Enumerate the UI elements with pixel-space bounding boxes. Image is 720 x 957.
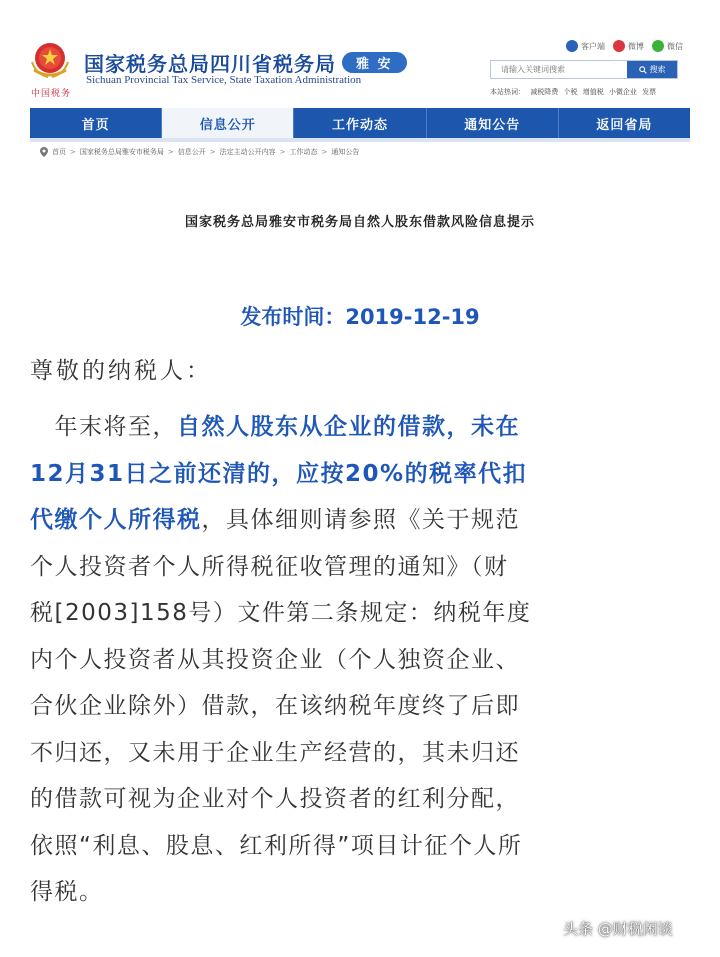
social-link-client[interactable] — [566, 40, 605, 52]
body-line — [30, 683, 692, 730]
social-label: 客户端 — [581, 41, 605, 51]
search-input[interactable] — [491, 61, 627, 78]
article-title: 国家税务总局雅安市税务局自然人股东借款风险信息提示 — [184, 215, 535, 230]
main-nav — [30, 108, 690, 138]
social-link-weibo[interactable] — [613, 40, 644, 52]
nav-item-info-disclosure[interactable]: 信息公开 — [162, 108, 294, 138]
hotword-link[interactable]: 个税 — [563, 88, 578, 96]
publish-date: 发布时间：2019-12-19 — [240, 305, 480, 329]
post-body — [30, 404, 692, 916]
search-button-label: 搜索 — [649, 65, 666, 74]
body-text: 得税。 — [30, 879, 104, 905]
breadcrumb-item[interactable]: 首页 — [52, 148, 66, 156]
body-line — [30, 497, 692, 544]
hotword-link[interactable]: 增值税 — [582, 88, 604, 96]
search-button[interactable] — [627, 61, 677, 78]
body-text: 依照“利息、股息、红利所得”项目计征个人所 — [30, 832, 523, 859]
body-text: ，具体细则请参照《关于规范 — [201, 507, 520, 533]
hotword-link[interactable]: 发票 — [642, 88, 657, 96]
body-line — [30, 823, 692, 870]
emblem-caption: 中国税务 — [30, 89, 71, 99]
site-subtitle: Sichuan Provincial Tax Service, State Taxation Administration — [86, 74, 362, 86]
mobile-client-icon — [566, 40, 578, 52]
hotword-link[interactable]: 减税降费 — [530, 88, 559, 96]
nav-item-back-to-province[interactable]: 返回省局 — [596, 117, 653, 133]
body-text: 年末将至， — [30, 414, 177, 440]
social-label: 微博 — [628, 41, 644, 51]
breadcrumb-separator: > — [167, 148, 174, 156]
nav-item-announcements[interactable]: 通知公告 — [427, 108, 559, 138]
site-title[interactable] — [84, 48, 407, 77]
body-text: 税[2003]158号）文件第二条规定：纳税年度 — [30, 600, 532, 626]
nav-item-work-news[interactable]: 工作动态 — [294, 108, 426, 138]
city-badge: 雅 安 — [342, 52, 407, 73]
body-line — [30, 544, 692, 591]
body-text: 不归还，又未用于企业生产经营的，其未归还 — [30, 739, 520, 766]
hotwords-label: 本站热词： — [490, 88, 525, 96]
nav-item-home[interactable]: 首页 — [30, 108, 162, 138]
tax-emblem-icon — [28, 40, 72, 82]
site-title-text: 国家税务总局四川省税务局 — [84, 52, 336, 76]
body-text: 合伙企业除外）借款，在该纳税年度终了后即 — [30, 693, 520, 719]
body-line — [30, 776, 692, 823]
weibo-icon — [613, 40, 625, 52]
body-line — [30, 730, 692, 777]
breadcrumb-item[interactable]: 工作动态 — [289, 148, 318, 156]
breadcrumb-separator: > — [209, 148, 216, 156]
greeting: 尊敬的纳税人： — [30, 358, 212, 384]
body-line — [30, 869, 692, 916]
highlighted-text: 自然人股东从企业的借款，未在 — [177, 414, 520, 440]
site-header — [0, 0, 720, 108]
social-links — [566, 40, 683, 52]
breadcrumb-separator: > — [279, 148, 286, 156]
body-line — [30, 637, 692, 684]
body-text: 内个人投资者从其投资企业（个人独资企业、 — [30, 646, 520, 673]
search-box — [490, 60, 678, 79]
hotword-link[interactable]: 小微企业 — [608, 88, 637, 96]
breadcrumb-item[interactable]: 通知公告 — [331, 148, 360, 156]
breadcrumb-item[interactable]: 信息公开 — [177, 148, 206, 156]
highlighted-text: 12月31日之前还清的，应按20%的税率代扣 — [30, 460, 528, 487]
hotwords — [490, 87, 690, 97]
search-icon — [639, 66, 647, 74]
social-label: 微信 — [667, 41, 683, 51]
body-text: 的借款可视为企业对个人投资者的红利分配， — [30, 786, 520, 812]
breadcrumb-separator: > — [321, 148, 328, 156]
breadcrumb-item[interactable]: 法定主动公开内容 — [219, 148, 276, 156]
body-line — [30, 590, 692, 637]
breadcrumb-item[interactable]: 国家税务总局雅安市税务局 — [79, 148, 164, 156]
highlighted-text: 代缴个人所得税 — [30, 507, 202, 533]
breadcrumb-separator: > — [70, 148, 76, 156]
breadcrumb — [40, 147, 359, 157]
body-line — [30, 451, 692, 498]
watermark: 头条 @财税闲谈 — [563, 920, 673, 938]
body-text: 个人投资者个人所得税征收管理的通知》（财 — [30, 553, 509, 580]
nav-divider — [30, 138, 690, 142]
wechat-icon — [652, 40, 664, 52]
location-pin-icon — [40, 147, 48, 157]
body-line — [30, 404, 692, 451]
social-link-wechat[interactable] — [652, 40, 683, 52]
